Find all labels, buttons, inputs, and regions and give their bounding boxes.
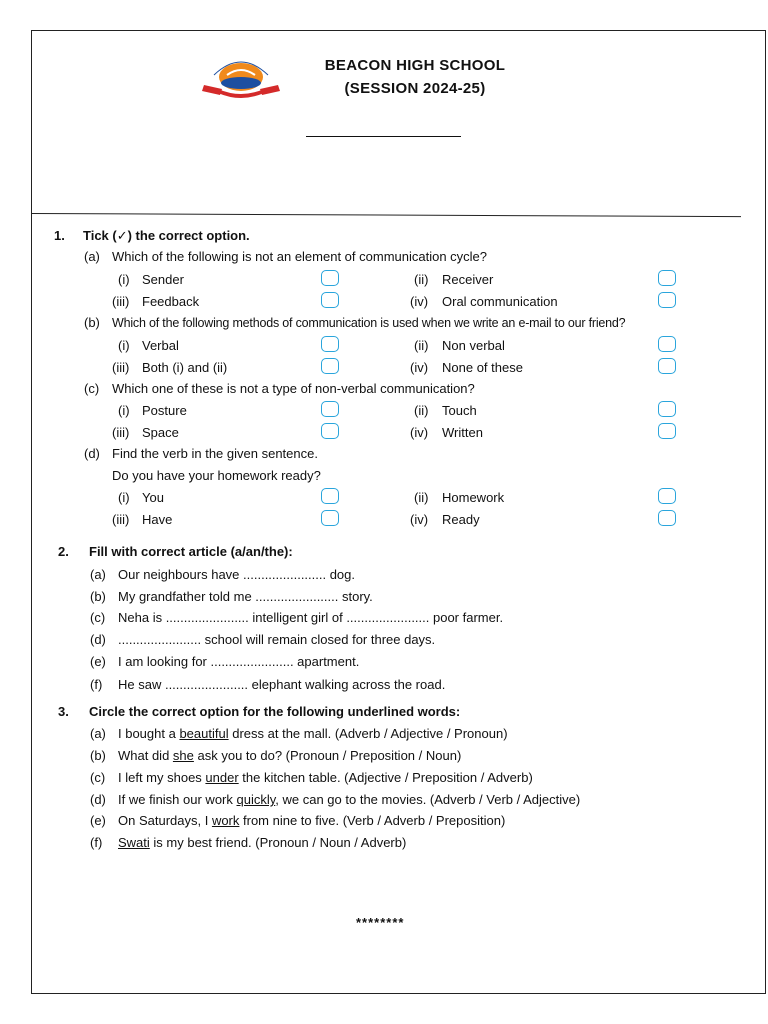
q1d-opt1-text: You (142, 490, 164, 505)
q1c-opt3-num: (iii) (112, 425, 130, 440)
q3-item-label: (f) (90, 835, 103, 850)
q1b-opt3-num: (iii) (112, 360, 130, 375)
q2-item-label: (f) (90, 677, 103, 692)
q2-item-label: (e) (90, 654, 106, 669)
q1b-opt1-checkbox[interactable] (321, 336, 339, 352)
q1a-opt1-checkbox[interactable] (321, 270, 339, 286)
q2-item-text: My grandfather told me ....................... story. (118, 589, 373, 604)
underlined-word: under (205, 770, 239, 785)
q3-item: If we finish our work quickly, we can go to the movies. (Adverb / Verb / Adjective) (118, 792, 581, 807)
q1c-opt4-num: (iv) (410, 425, 429, 440)
q1b-question: Which of the following methods of communication is used when we write an e-mail to our friend? (112, 316, 626, 330)
q1c-opt1-text: Posture (142, 403, 187, 418)
q2-item-text: Neha is ....................... intelligent girl of ....................... poor farmer. (118, 610, 504, 625)
underlined-word: beautiful (179, 726, 229, 741)
q1a-opt4-num: (iv) (410, 294, 429, 309)
q1d-opt2-checkbox[interactable] (658, 488, 676, 504)
underlined-word: quickly (236, 792, 276, 807)
q1b-opt4-num: (iv) (410, 360, 429, 375)
q1b-opt2-checkbox[interactable] (658, 336, 676, 352)
q1c-opt4-checkbox[interactable] (658, 423, 676, 439)
q1b-opt1-num: (i) (118, 338, 130, 353)
q1c-opt4-text: Written (442, 425, 483, 440)
q1d-opt2-num: (ii) (414, 490, 429, 505)
q1c-opt3-text: Space (142, 425, 179, 440)
q1b-label: (b) (84, 315, 100, 330)
q1a-opt3-num: (iii) (112, 294, 130, 309)
q1c-opt2-num: (ii) (414, 403, 429, 418)
school-name: BEACON HIGH SCHOOL (324, 57, 506, 74)
q1d-opt1-checkbox[interactable] (321, 488, 339, 504)
q2-item-text: ....................... school will remain closed for three days. (118, 632, 436, 647)
q1d-opt3-text: Have (142, 512, 173, 527)
underlined-word: Swati (118, 835, 150, 850)
name-blank-line (306, 136, 461, 137)
q2-item-text: He saw ....................... elephant walking across the road. (118, 677, 446, 692)
q1d-opt4-checkbox[interactable] (658, 510, 676, 526)
q1b-opt2-num: (ii) (414, 338, 429, 353)
q1b-opt4-text: None of these (442, 360, 523, 375)
q2-title: Fill with correct article (a/an/the): (89, 544, 293, 559)
q1d-sentence: Do you have your homework ready? (112, 468, 321, 483)
q3-item-label: (d) (90, 792, 106, 807)
q1-title: Tick (✓) the correct option. (83, 228, 250, 243)
q1d-opt4-num: (iv) (410, 512, 429, 527)
q2-number: 2. (58, 544, 69, 559)
q1a-opt1-text: Sender (142, 272, 184, 287)
q1b-opt3-checkbox[interactable] (321, 358, 339, 374)
q2-item-label: (c) (90, 610, 106, 625)
q1a-opt4-text: Oral communication (442, 294, 558, 309)
underlined-word: she (172, 748, 194, 763)
q1c-opt2-text: Touch (442, 403, 477, 418)
session-title: (SESSION 2024-25) (344, 80, 486, 97)
q3-title: Circle the correct option for the following underlined words: (89, 704, 461, 719)
q3-item-label: (c) (90, 770, 106, 785)
q1c-opt1-checkbox[interactable] (321, 401, 339, 417)
q3-item-label: (a) (90, 726, 106, 741)
q1d-question: Find the verb in the given sentence. (112, 446, 318, 461)
q1b-opt1-text: Verbal (142, 338, 179, 353)
q1c-opt1-num: (i) (118, 403, 130, 418)
q3-item: On Saturdays, I work from nine to five. (Verb / Adverb / Preposition) (118, 813, 506, 828)
q3-item: I bought a beautiful dress at the mall. (Adverb / Adjective / Pronoun) (118, 726, 508, 741)
q1a-opt2-text: Receiver (442, 272, 494, 287)
q1d-opt3-checkbox[interactable] (321, 510, 339, 526)
q3-item: I left my shoes under the kitchen table. (Adjective / Preposition / Adverb) (118, 770, 533, 785)
q3-item-label: (b) (90, 748, 106, 763)
q1d-label: (d) (84, 446, 100, 461)
q1c-opt2-checkbox[interactable] (658, 401, 676, 417)
q3-item: What did she ask you to do? (Pronoun / Preposition / Noun) (118, 748, 462, 763)
q1a-opt3-text: Feedback (142, 294, 200, 309)
q1-number: 1. (54, 228, 65, 243)
q1a-opt2-num: (ii) (414, 272, 429, 287)
q1d-opt1-num: (i) (118, 490, 130, 505)
q2-item-label: (d) (90, 632, 106, 647)
q2-item-label: (a) (90, 567, 106, 582)
q3-item-label: (e) (90, 813, 106, 828)
underlined-word: work (211, 813, 240, 828)
q1b-opt3-text: Both (i) and (ii) (142, 360, 228, 375)
q1c-opt3-checkbox[interactable] (321, 423, 339, 439)
q1a-opt2-checkbox[interactable] (658, 270, 676, 286)
q1a-opt3-checkbox[interactable] (321, 292, 339, 308)
q1a-opt4-checkbox[interactable] (658, 292, 676, 308)
end-stars: ******** (356, 915, 405, 930)
q1a-opt1-num: (i) (118, 272, 130, 287)
q1b-opt4-checkbox[interactable] (658, 358, 676, 374)
q1a-label: (a) (84, 249, 100, 264)
q2-item-text: I am looking for ....................... apartment. (118, 654, 360, 669)
q2-item-label: (b) (90, 589, 106, 604)
q1d-opt4-text: Ready (442, 512, 480, 527)
q1a-question: Which of the following is not an element of communication cycle? (112, 249, 488, 264)
q1c-question: Which one of these is not a type of non-verbal communication? (112, 381, 475, 396)
q1b-opt2-text: Non verbal (442, 338, 505, 353)
q3-number: 3. (58, 704, 69, 719)
q3-item: Swati is my best friend. (Pronoun / Noun / Adverb) (118, 835, 407, 850)
q2-item-text: Our neighbours have ....................... dog. (118, 567, 356, 582)
q1c-label: (c) (84, 381, 100, 396)
q1d-opt3-num: (iii) (112, 512, 130, 527)
q1d-opt2-text: Homework (442, 490, 505, 505)
